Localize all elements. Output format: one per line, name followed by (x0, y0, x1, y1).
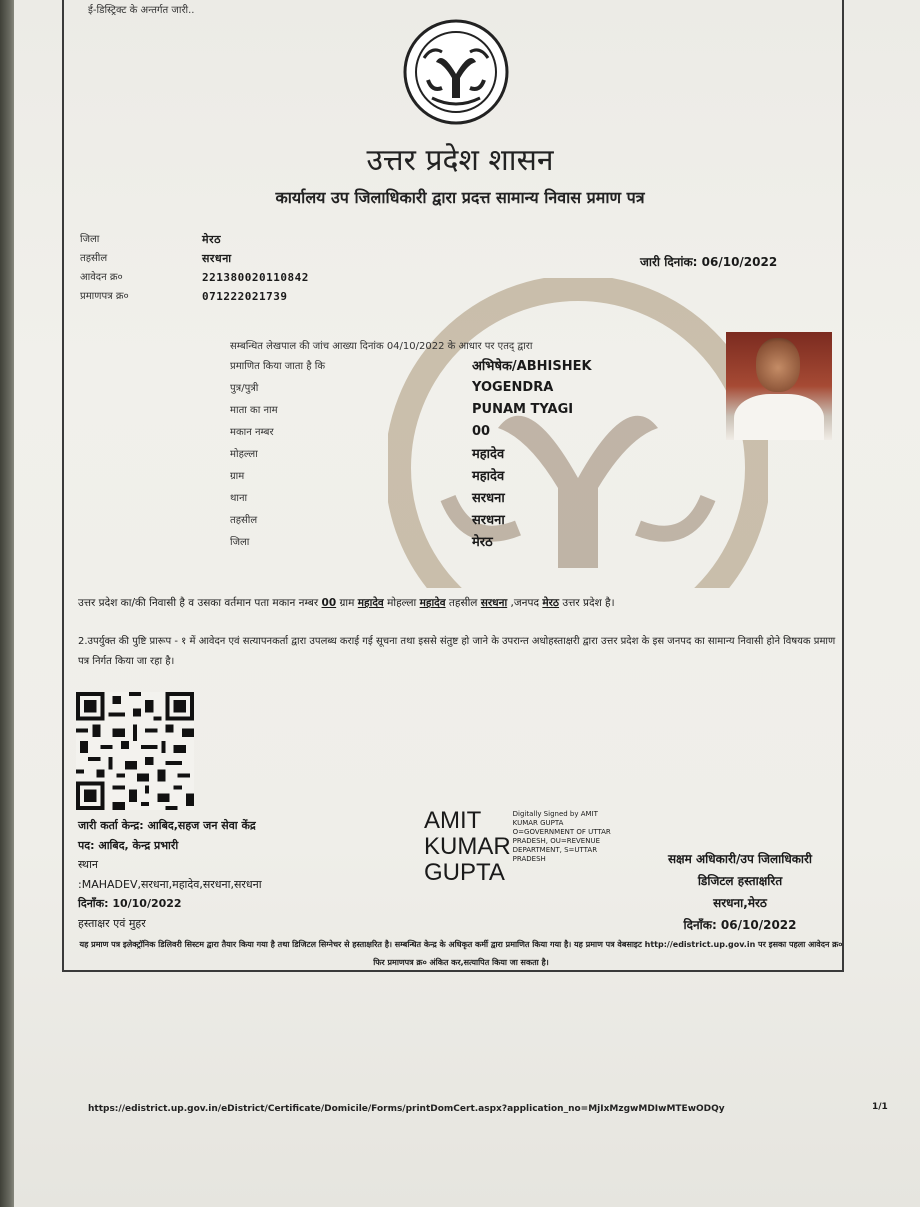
issuing-center: जारी कर्ता केन्द्र: आबिद,सहज जन सेवा केंद्र (78, 819, 256, 832)
detail-row: माता का नाम PUNAM TYAGI (230, 401, 574, 417)
signature-detail: KUMAR GUPTA (512, 819, 564, 827)
signer-middle-name: KUMAR (424, 833, 511, 860)
authority-signed: डिजिटल हस्ताक्षरित (697, 874, 783, 888)
detail-row: मोहल्ला महादेव (230, 447, 505, 462)
detail-row: जिला मेरठ (230, 535, 493, 550)
qr-code-icon (76, 692, 194, 810)
residence-statement: उत्तर प्रदेश का/की निवासी है व उसका वर्तमान पता मकान नम्बर 00 ग्राम महादेव मोहल्ला महादेव तहसील सरधना ,जनपद मेरठ उत्तर प्रदेश है। (78, 597, 615, 609)
page-number: 1/1 (872, 1102, 888, 1112)
signature-detail: PRADESH, OU=REVENUE (512, 837, 601, 845)
sign-seal-label: हस्ताक्षर एवं मुहर (78, 916, 146, 930)
meta-block (80, 230, 309, 306)
meta-row: आवेदन क्र० 221380020110842 (80, 271, 309, 284)
detail-row: थाना सरधना (230, 491, 505, 506)
digital-signature (424, 808, 611, 886)
detail-row: तहसील सरधना (230, 513, 505, 528)
signature-detail: PRADESH (512, 855, 546, 863)
certificate-subtitle: कार्यालय उप जिलाधिकारी द्वारा प्रदत्त सामान्य निवास प्रमाण पत्र (275, 188, 645, 207)
verification-footer-note: यह प्रमाण पत्र इलेक्ट्रॉनिक डिलिवरी सिस्टम द्वारा तैयार किया गया है तथा डिजिटल सिग्नेचर से हस्ताक्षरित है। सम्बन्धित केन्द्र के अधिकृत कर्मी द्वारा प्रमाणित किया गया है। यह प्रमाण पत्र वेबसाइट http://edistrict.up.gov.in पर इसका पहला आवेदन क्र० फिर प्रमाणपत्र क्र० अंकित कर,सत्यापित किया जा सकता है। (79, 940, 843, 967)
place-label: स्थान (78, 858, 99, 871)
issuer-block (78, 816, 262, 933)
detail-row: प्रमाणित किया जाता है कि अभिषेक/ABHISHEK (230, 359, 592, 374)
photo-shirt (734, 394, 824, 440)
signature-detail: Digitally Signed by AMIT (512, 810, 598, 818)
authority-title: सक्षम अधिकारी/उप जिलाधिकारी (667, 852, 813, 866)
detail-row: मकान नम्बर 00 (230, 423, 491, 439)
signature-detail: O=GOVERNMENT OF UTTAR (512, 828, 611, 836)
meta-row: जिला मेरठ (80, 233, 221, 246)
edistrict-note: ई-डिस्ट्रिक्ट के अन्तर्गत जारी.. (88, 5, 195, 16)
issuer-date: दिनाँक: 10/10/2022 (78, 897, 182, 910)
verification-intro: सम्बन्धित लेखपाल की जांच आख्या दिनांक 04/10/2022 के आधार पर एतद् द्वारा (230, 341, 533, 352)
signer-last-name: GUPTA (424, 859, 505, 886)
page-title: उत्तर प्रदेश शासन (366, 143, 554, 178)
issue-date: जारी दिनांक: 06/10/2022 (640, 255, 778, 269)
confirmation-statement: 2.उपर्युक्त की पुष्टि प्रारूप - १ में आवेदन एवं सत्यापनकर्ता द्वारा उपलब्ध कराई गई सूचना तथा इससे संतुष्ट हो जाने के उपरान्त अधोहस्ताक्षरी द्वारा उत्तर प्रदेश के इस जनपद का सामान्य निवासी होने विषयक प्रमाण पत्र निर्गत किया जा रहा है। (78, 636, 836, 667)
signature-detail: DEPARTMENT, S=UTTAR (512, 846, 598, 854)
authority-block (640, 848, 840, 936)
detail-row: ग्राम महादेव (230, 469, 505, 484)
photo-face (756, 338, 800, 392)
certificate-details (230, 354, 592, 552)
authority-place: सरधना,मेरठ (713, 896, 767, 910)
print-url: https://edistrict.up.gov.in/eDistrict/Certificate/Domicile/Forms/printDomCert.aspx?application_no=MjIxMzgwMDIwMTEwODQy (88, 1104, 725, 1114)
meta-row: प्रमाणपत्र क्र० 071222021739 (80, 290, 288, 303)
issuer-place: :MAHADEV,सरधना,महादेव,सरधना,सरधना (78, 877, 262, 891)
detail-row: पुत्र/पुत्री YOGENDRA (230, 379, 554, 395)
up-government-emblem-icon (402, 18, 510, 126)
applicant-photo (726, 332, 832, 440)
authority-date: दिनाँक: 06/10/2022 (683, 918, 797, 932)
issuer-post: पद: आबिद, केन्द्र प्रभारी (78, 838, 179, 852)
meta-row: तहसील सरधना (80, 252, 232, 265)
signer-first-name: AMIT (424, 807, 482, 834)
